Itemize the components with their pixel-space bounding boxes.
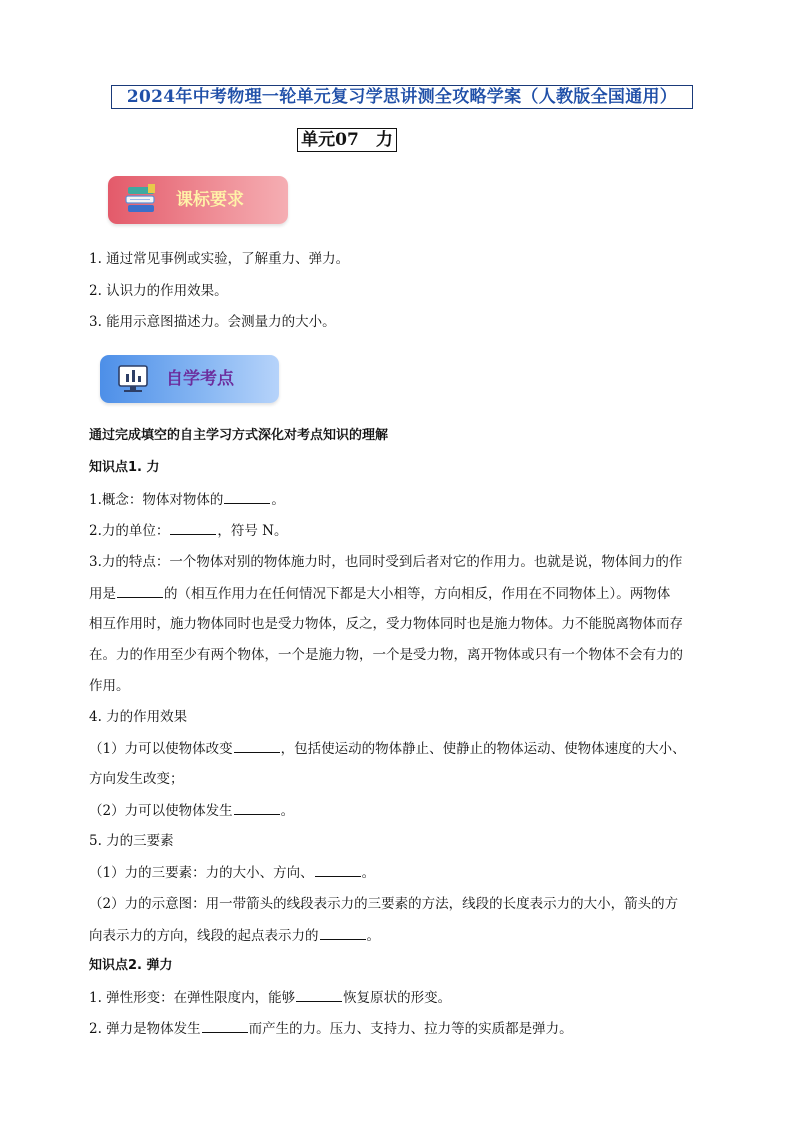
fill-blank[interactable] bbox=[234, 738, 280, 753]
self-study-label: 自学考点 bbox=[166, 369, 234, 389]
paragraph-line: （1）力的三要素：力的大小、方向、 。 bbox=[89, 862, 375, 883]
paragraph-line: 2. 弹力是物体发生 而产生的力。压力、支持力、拉力等的实质都是弹力。 bbox=[89, 1018, 573, 1039]
requirement-item: 1. 通过常见事例或实验，了解重力、弹力。 bbox=[89, 251, 350, 267]
section-heading: 知识点1. 力 bbox=[89, 460, 160, 475]
self-study-banner bbox=[100, 355, 279, 403]
paragraph-line: 向表示力的方向，线段的起点表示力的 。 bbox=[89, 925, 380, 946]
paragraph-line: 在。力的作用至少有两个物体，一个是施力物，一个是受力物，离开物体或只有一个物体不会有力的 bbox=[89, 647, 683, 663]
fill-blank[interactable] bbox=[170, 520, 216, 535]
unit-title: 单元07 力 bbox=[297, 128, 397, 152]
intro-text: 通过完成填空的自主学习方式深化对考点知识的理解 bbox=[89, 428, 389, 443]
paragraph-line: 1. 弹性形变：在弹性限度内，能够 恢复原状的形变。 bbox=[89, 987, 451, 1008]
fill-blank[interactable] bbox=[224, 489, 270, 504]
paragraph-line: 方向发生改变； bbox=[89, 771, 184, 787]
curriculum-requirements-label: 课标要求 bbox=[176, 190, 244, 210]
books-icon bbox=[124, 183, 160, 217]
fill-blank[interactable] bbox=[202, 1018, 248, 1033]
paragraph-line: 相互作用时，施力物体同时也是受力物体，反之，受力物体同时也是施力物体。力不能脱离物体而存 bbox=[89, 616, 683, 632]
fill-blank[interactable] bbox=[296, 987, 342, 1002]
monitor-icon bbox=[116, 362, 152, 396]
curriculum-requirements-banner bbox=[108, 176, 288, 224]
requirement-item: 2. 认识力的作用效果。 bbox=[89, 283, 228, 299]
paragraph-line: 3.力的特点：一个物体对别的物体施力时，也同时受到后者对它的作用力。也就是说，物体间力的作 bbox=[89, 554, 683, 570]
fill-blank[interactable] bbox=[315, 862, 361, 877]
document-title: 2024年中考物理一轮单元复习学思讲测全攻略学案（人教版全国通用） bbox=[111, 85, 693, 109]
requirement-item: 3. 能用示意图描述力。会测量力的大小。 bbox=[89, 314, 336, 330]
paragraph-line: （1）力可以使物体改变 ，包括使运动的物体静止、使静止的物体运动、使物体速度的大小、 bbox=[89, 738, 686, 759]
concept-line: 1.概念：物体对物体的 。 bbox=[89, 489, 285, 510]
subheading: 4. 力的作用效果 bbox=[89, 709, 188, 725]
unit-line: 2.力的单位： ，符号 N。 bbox=[89, 520, 288, 541]
fill-blank[interactable] bbox=[234, 800, 280, 815]
fill-blank[interactable] bbox=[117, 583, 163, 598]
paragraph-line: 用是 的（相互作用力在任何情况下都是大小相等，方向相反，作用在不同物体上）。两物体 bbox=[89, 583, 670, 604]
paragraph-line: （2）力的示意图：用一带箭头的线段表示力的三要素的方法，线段的长度表示力的大小，箭头的方 bbox=[89, 896, 679, 912]
fill-blank[interactable] bbox=[320, 925, 366, 940]
subheading: 5. 力的三要素 bbox=[89, 833, 174, 849]
paragraph-line: 作用。 bbox=[89, 678, 130, 694]
paragraph-line: （2）力可以使物体发生 。 bbox=[89, 800, 294, 821]
section-heading: 知识点2. 弹力 bbox=[89, 958, 173, 973]
